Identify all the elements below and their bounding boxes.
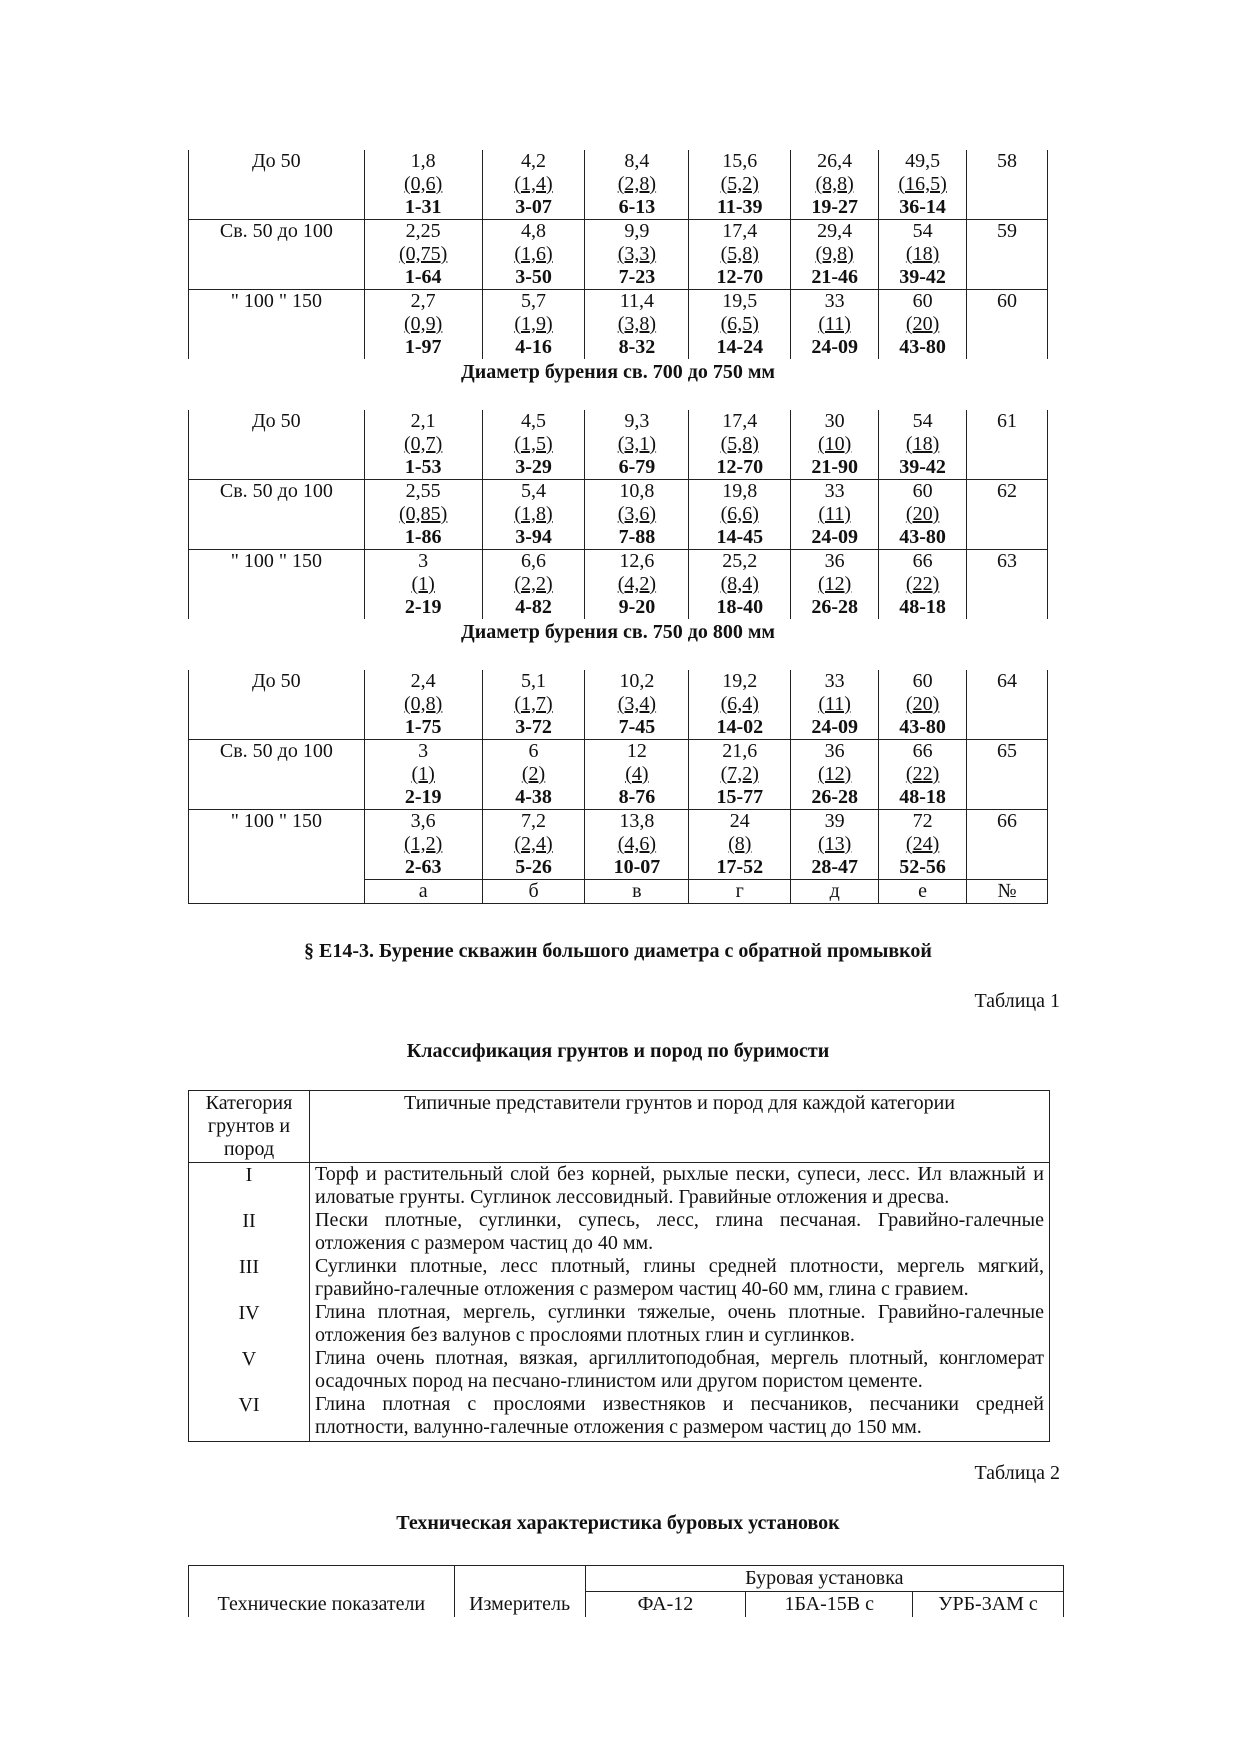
row-number: 62: [967, 480, 1048, 550]
column-letter: г: [689, 880, 791, 904]
norm-cell: [689, 670, 791, 740]
norm-row: [189, 740, 1048, 810]
value-price: 48-18: [899, 596, 946, 618]
value-main: 66: [912, 550, 933, 572]
norm-cell: [364, 410, 482, 480]
norm-cell: [364, 290, 482, 360]
value-secondary: (10): [818, 433, 852, 455]
value-price: 12-70: [716, 266, 764, 288]
norm-cell: [791, 670, 879, 740]
row-label: Св. 50 до 100: [189, 220, 365, 290]
value-main: 33: [824, 670, 845, 692]
rig-group-header: Буровая установка: [585, 1566, 1063, 1592]
value-price: 11-39: [717, 196, 763, 218]
value-price: 7-88: [618, 526, 656, 548]
value-price: 26-28: [811, 786, 858, 808]
column-letter: д: [791, 880, 879, 904]
value-secondary: (11): [818, 313, 851, 335]
value-secondary: (1,2): [403, 833, 443, 855]
value-price: 7-23: [618, 266, 656, 288]
category-numeral: VI: [238, 1394, 260, 1416]
value-secondary: (7,2): [720, 763, 759, 785]
col-indicators: Технические показатели: [189, 1566, 455, 1618]
norm-cell: [689, 150, 791, 220]
value-main: 24: [729, 810, 750, 832]
value-price: 36-14: [899, 196, 946, 218]
value-price: 7-45: [618, 716, 656, 738]
norm-cell: [482, 410, 585, 480]
value-price: 1-31: [404, 196, 442, 218]
value-secondary: (3,8): [617, 313, 657, 335]
value-secondary: (0,7): [403, 433, 443, 455]
value-main: 2,25: [405, 220, 441, 242]
footer-blank: [189, 880, 365, 904]
value-price: 10-07: [613, 856, 661, 878]
norm-cell: [585, 220, 689, 290]
category-description: Глина плотная, мергель, суглинки тяжелые, очень плотные. Гравийно-галечные отложения без валунов с прослоями плотных глин и суглинков.: [315, 1301, 1044, 1346]
value-secondary: (12): [818, 573, 852, 595]
category-description: Глина очень плотная, вязкая, аргиллитоподобная, мергель плотный, конгломерат осадочных пород на песчано-глинистом или другом пористом цементе.: [315, 1347, 1044, 1392]
value-price: 18-40: [716, 596, 764, 618]
norm-cell: [585, 290, 689, 360]
value-price: 1-97: [404, 336, 442, 358]
norm-cell: [689, 220, 791, 290]
norm-cell: [879, 220, 967, 290]
norm-cell: [364, 480, 482, 550]
value-main: 12: [626, 740, 647, 762]
value-price: 3-07: [515, 196, 552, 218]
value-price: 3-94: [515, 526, 552, 548]
soil-classification-table: [188, 1090, 1050, 1442]
value-secondary: (1,5): [514, 433, 553, 455]
value-secondary: (22): [905, 763, 940, 785]
row-number: 61: [967, 410, 1048, 480]
value-main: 7,2: [521, 810, 547, 832]
value-main: 17,4: [722, 220, 758, 242]
norm-cell: [879, 290, 967, 360]
norm-cell: [879, 480, 967, 550]
value-price: 8-32: [618, 336, 656, 358]
value-main: 36: [824, 740, 845, 762]
value-main: 54: [912, 410, 933, 432]
value-secondary: (8,8): [815, 173, 854, 195]
row-number: 59: [967, 220, 1048, 290]
value-main: 30: [824, 410, 845, 432]
norm-cell: [879, 410, 967, 480]
norm-row: [189, 550, 1048, 620]
row-label: Св. 50 до 100: [189, 740, 365, 810]
header-description: Типичные представители грунтов и пород для каждой категории: [310, 1091, 1050, 1163]
value-secondary: (0,9): [403, 313, 443, 335]
value-secondary: (1): [411, 573, 435, 595]
header-category: Категория грунтов и пород: [189, 1091, 310, 1163]
value-price: 15-77: [716, 786, 764, 808]
value-main: 6,6: [521, 550, 547, 572]
value-price: 1-75: [404, 716, 442, 738]
value-secondary: (9,8): [815, 243, 854, 265]
value-secondary: (6,6): [720, 503, 759, 525]
value-main: 66: [912, 740, 933, 762]
norm-cell: [585, 810, 689, 880]
norm-cell: [879, 740, 967, 810]
norm-row: [189, 810, 1048, 880]
value-main: 15,6: [722, 150, 758, 172]
value-price: 8-76: [618, 786, 656, 808]
category-numeral: III: [239, 1256, 259, 1278]
value-price: 24-09: [811, 336, 858, 358]
category-numeral: II: [242, 1210, 256, 1232]
value-secondary: (3,3): [617, 243, 657, 265]
value-secondary: (3,4): [617, 693, 657, 715]
value-main: 33: [824, 290, 845, 312]
norm-cell: [482, 480, 585, 550]
value-secondary: (4,6): [617, 833, 657, 855]
norm-cell: [585, 670, 689, 740]
value-secondary: (1,8): [514, 503, 553, 525]
value-main: 54: [912, 220, 933, 242]
value-main: 21,6: [722, 740, 758, 762]
norm-cell: [482, 290, 585, 360]
value-price: 43-80: [899, 716, 946, 738]
value-secondary: (5,8): [720, 433, 759, 455]
norm-cell: [482, 810, 585, 880]
value-price: 48-18: [899, 786, 946, 808]
section-heading: Диаметр бурения св. 700 до 750 мм: [460, 361, 776, 383]
value-price: 28-47: [811, 856, 858, 878]
value-price: 17-52: [716, 856, 764, 878]
norm-row: [189, 220, 1048, 290]
value-main: 72: [912, 810, 933, 832]
column-letter: а: [364, 880, 482, 904]
value-secondary: (11): [818, 503, 851, 525]
value-main: 3: [418, 740, 429, 762]
table1-title: Классификация грунтов и пород по буримости: [406, 1040, 830, 1062]
norm-cell: [364, 670, 482, 740]
value-secondary: (12): [818, 763, 852, 785]
rig-name: ФА-12: [585, 1592, 746, 1618]
column-letter: №: [967, 880, 1048, 904]
col-unit: Измеритель: [454, 1566, 585, 1618]
value-main: 26,4: [817, 150, 853, 172]
value-main: 19,5: [722, 290, 758, 312]
value-main: 4,5: [521, 410, 547, 432]
norm-cell: [585, 740, 689, 810]
norm-cell: [791, 550, 879, 620]
value-price: 6-13: [618, 196, 656, 218]
table2-number: Таблица 2: [974, 1462, 1060, 1484]
value-secondary: (6,5): [720, 313, 759, 335]
value-price: 1-86: [404, 526, 442, 548]
norm-cell: [791, 290, 879, 360]
value-secondary: (20): [905, 693, 940, 715]
value-main: 2,1: [410, 410, 436, 432]
value-main: 60: [912, 480, 933, 502]
value-price: 24-09: [811, 526, 858, 548]
value-main: 13,8: [619, 810, 655, 832]
value-main: 12,6: [619, 550, 655, 572]
value-price: 2-19: [404, 596, 442, 618]
value-price: 2-19: [404, 786, 442, 808]
norm-row: [189, 670, 1048, 740]
value-price: 12-70: [716, 456, 764, 478]
value-main: 2,55: [405, 480, 441, 502]
norm-table: [188, 150, 1048, 904]
value-main: 8,4: [624, 150, 650, 172]
norm-cell: [791, 740, 879, 810]
category-description: Глина плотная с прослоями известняков и песчаников, песчаники средней плотности, валунно-галечные отложения с размером частиц до 150 мм.: [315, 1393, 1044, 1438]
value-price: 6-79: [618, 456, 656, 478]
row-label: " 100 " 150: [189, 550, 365, 620]
value-price: 19-27: [811, 196, 858, 218]
value-price: 3-29: [515, 456, 552, 478]
row-label: " 100 " 150: [189, 810, 365, 880]
value-secondary: (1,9): [514, 313, 553, 335]
value-price: 3-72: [515, 716, 552, 738]
value-secondary: (2,8): [617, 173, 657, 195]
value-price: 9-20: [618, 596, 656, 618]
value-main: 60: [912, 670, 933, 692]
value-main: 9,9: [624, 220, 650, 242]
value-price: 43-80: [899, 336, 946, 358]
category-numeral: V: [241, 1348, 257, 1370]
norm-cell: [585, 150, 689, 220]
value-price: 52-56: [899, 856, 946, 878]
value-price: 1-64: [404, 266, 442, 288]
description-column: [310, 1163, 1050, 1442]
value-main: 5,4: [521, 480, 547, 502]
value-secondary: (1,6): [514, 243, 553, 265]
norm-cell: [689, 290, 791, 360]
value-secondary: (24): [905, 833, 940, 855]
value-main: 5,7: [521, 290, 547, 312]
value-price: 3-50: [515, 266, 552, 288]
value-main: 11,4: [619, 290, 655, 312]
category-numeral: I: [245, 1164, 253, 1186]
section-title: § Е14-3. Бурение скважин большого диаметра с обратной промывкой: [304, 940, 932, 962]
column-letter: в: [585, 880, 689, 904]
norm-cell: [791, 150, 879, 220]
section-heading: Диаметр бурения св. 750 до 800 мм: [460, 621, 776, 643]
value-main: 10,8: [619, 480, 655, 502]
value-price: 4-16: [515, 336, 552, 358]
value-secondary: (1): [411, 763, 435, 785]
value-main: 3: [418, 550, 429, 572]
value-main: 5,1: [521, 670, 547, 692]
value-secondary: (8,4): [720, 573, 759, 595]
row-number: 58: [967, 150, 1048, 220]
rig-specs-table: [188, 1565, 1064, 1617]
norm-cell: [585, 550, 689, 620]
value-price: 26-28: [811, 596, 858, 618]
value-secondary: (5,8): [720, 243, 759, 265]
column-letter: е: [879, 880, 967, 904]
value-secondary: (13): [818, 833, 852, 855]
value-main: 39: [824, 810, 845, 832]
norm-cell: [689, 550, 791, 620]
value-secondary: (20): [905, 313, 940, 335]
norm-cell: [482, 550, 585, 620]
value-secondary: (2,2): [514, 573, 553, 595]
value-main: 29,4: [817, 220, 853, 242]
value-secondary: (4): [625, 763, 649, 785]
value-secondary: (2,4): [514, 833, 553, 855]
category-numeral: IV: [238, 1302, 260, 1324]
value-main: 4,2: [521, 150, 547, 172]
value-price: 14-45: [716, 526, 764, 548]
category-description: Торф и растительный слой без корней, рыхлые пески, супеси, лесс. Ил влажный и иловатые грунты. Суглинок лессовидный. Гравийные отложения и дресва.: [315, 1163, 1044, 1208]
value-secondary: (0,8): [403, 693, 443, 715]
value-price: 14-02: [716, 716, 764, 738]
norm-row: [189, 410, 1048, 480]
value-main: 19,8: [722, 480, 758, 502]
value-price: 4-38: [515, 786, 552, 808]
value-price: 2-63: [404, 856, 442, 878]
value-main: 17,4: [722, 410, 758, 432]
norm-cell: [482, 740, 585, 810]
norm-cell: [689, 410, 791, 480]
norm-cell: [364, 810, 482, 880]
column-letter: б: [482, 880, 585, 904]
row-number: 64: [967, 670, 1048, 740]
norm-cell: [364, 740, 482, 810]
norm-cell: [791, 410, 879, 480]
norm-cell: [879, 810, 967, 880]
value-price: 4-82: [515, 596, 552, 618]
norm-cell: [791, 220, 879, 290]
value-main: 25,2: [722, 550, 758, 572]
value-secondary: (4,2): [617, 573, 657, 595]
norm-cell: [585, 410, 689, 480]
category-description: Суглинки плотные, лесс плотный, глины средней плотности, мергель мягкий, гравийно-галечные отложения с размером частиц 40-60 мм, глина с гравием.: [315, 1255, 1044, 1300]
norm-cell: [482, 670, 585, 740]
value-secondary: (1,4): [514, 173, 553, 195]
value-secondary: (18): [905, 243, 940, 265]
norm-row: [189, 480, 1048, 550]
value-secondary: (2): [521, 763, 546, 785]
value-secondary: (3,6): [617, 503, 657, 525]
value-secondary: (0,6): [403, 173, 443, 195]
row-label: До 50: [189, 410, 365, 480]
value-secondary: (6,4): [720, 693, 759, 715]
row-number: 60: [967, 290, 1048, 360]
value-price: 1-53: [404, 456, 442, 478]
value-secondary: (11): [818, 693, 851, 715]
norm-cell: [879, 550, 967, 620]
value-main: 2,4: [410, 670, 436, 692]
category-column: [189, 1163, 310, 1442]
rig-name: УРБ-3АМ с: [913, 1592, 1064, 1618]
norm-cell: [689, 810, 791, 880]
norm-cell: [364, 220, 482, 290]
value-main: 9,3: [624, 410, 650, 432]
row-label: " 100 " 150: [189, 290, 365, 360]
value-main: 33: [824, 480, 845, 502]
value-main: 6: [528, 740, 539, 762]
row-number: 63: [967, 550, 1048, 620]
value-price: 43-80: [899, 526, 946, 548]
norm-cell: [791, 480, 879, 550]
table1-number: Таблица 1: [974, 990, 1060, 1012]
value-secondary: (8): [728, 833, 752, 855]
norm-row: [189, 290, 1048, 360]
row-label: Св. 50 до 100: [189, 480, 365, 550]
norm-cell: [364, 550, 482, 620]
value-price: 14-24: [716, 336, 764, 358]
norm-cell: [482, 220, 585, 290]
value-price: 21-90: [811, 456, 858, 478]
value-price: 21-46: [811, 266, 858, 288]
value-secondary: (20): [905, 503, 940, 525]
value-main: 1,8: [410, 150, 436, 172]
value-secondary: (3,1): [617, 433, 657, 455]
value-main: 2,7: [410, 290, 436, 312]
table2-title: Техническая характеристика буровых установок: [396, 1512, 840, 1534]
value-main: 49,5: [905, 150, 941, 172]
rig-name: 1БА-15В с: [746, 1592, 913, 1618]
value-main: 10,2: [619, 670, 655, 692]
value-secondary: (5,2): [720, 173, 759, 195]
row-number: 65: [967, 740, 1048, 810]
norm-cell: [585, 480, 689, 550]
value-secondary: (0,85): [398, 503, 448, 525]
row-label: До 50: [189, 150, 365, 220]
value-price: 24-09: [811, 716, 858, 738]
value-price: 5-26: [515, 856, 552, 878]
norm-row: [189, 150, 1048, 220]
norm-cell: [879, 150, 967, 220]
value-secondary: (16,5): [898, 173, 947, 195]
norm-cell: [689, 480, 791, 550]
value-main: 36: [824, 550, 845, 572]
value-secondary: (0,75): [398, 243, 448, 265]
value-price: 39-42: [899, 266, 946, 288]
norm-cell: [689, 740, 791, 810]
value-price: 39-42: [899, 456, 946, 478]
value-secondary: (1,7): [514, 693, 553, 715]
row-number: 66: [967, 810, 1048, 880]
value-main: 4,8: [521, 220, 547, 242]
value-secondary: (22): [905, 573, 940, 595]
norm-cell: [791, 810, 879, 880]
category-description: Пески плотные, суглинки, супесь, лесс, глина песчаная. Гравийно-галечные отложения с размером частиц до 40 мм.: [315, 1209, 1044, 1254]
value-main: 60: [912, 290, 933, 312]
row-label: До 50: [189, 670, 365, 740]
norm-cell: [879, 670, 967, 740]
norm-cell: [482, 150, 585, 220]
value-main: 3,6: [410, 810, 436, 832]
value-secondary: (18): [905, 433, 940, 455]
norm-cell: [364, 150, 482, 220]
value-main: 19,2: [722, 670, 758, 692]
